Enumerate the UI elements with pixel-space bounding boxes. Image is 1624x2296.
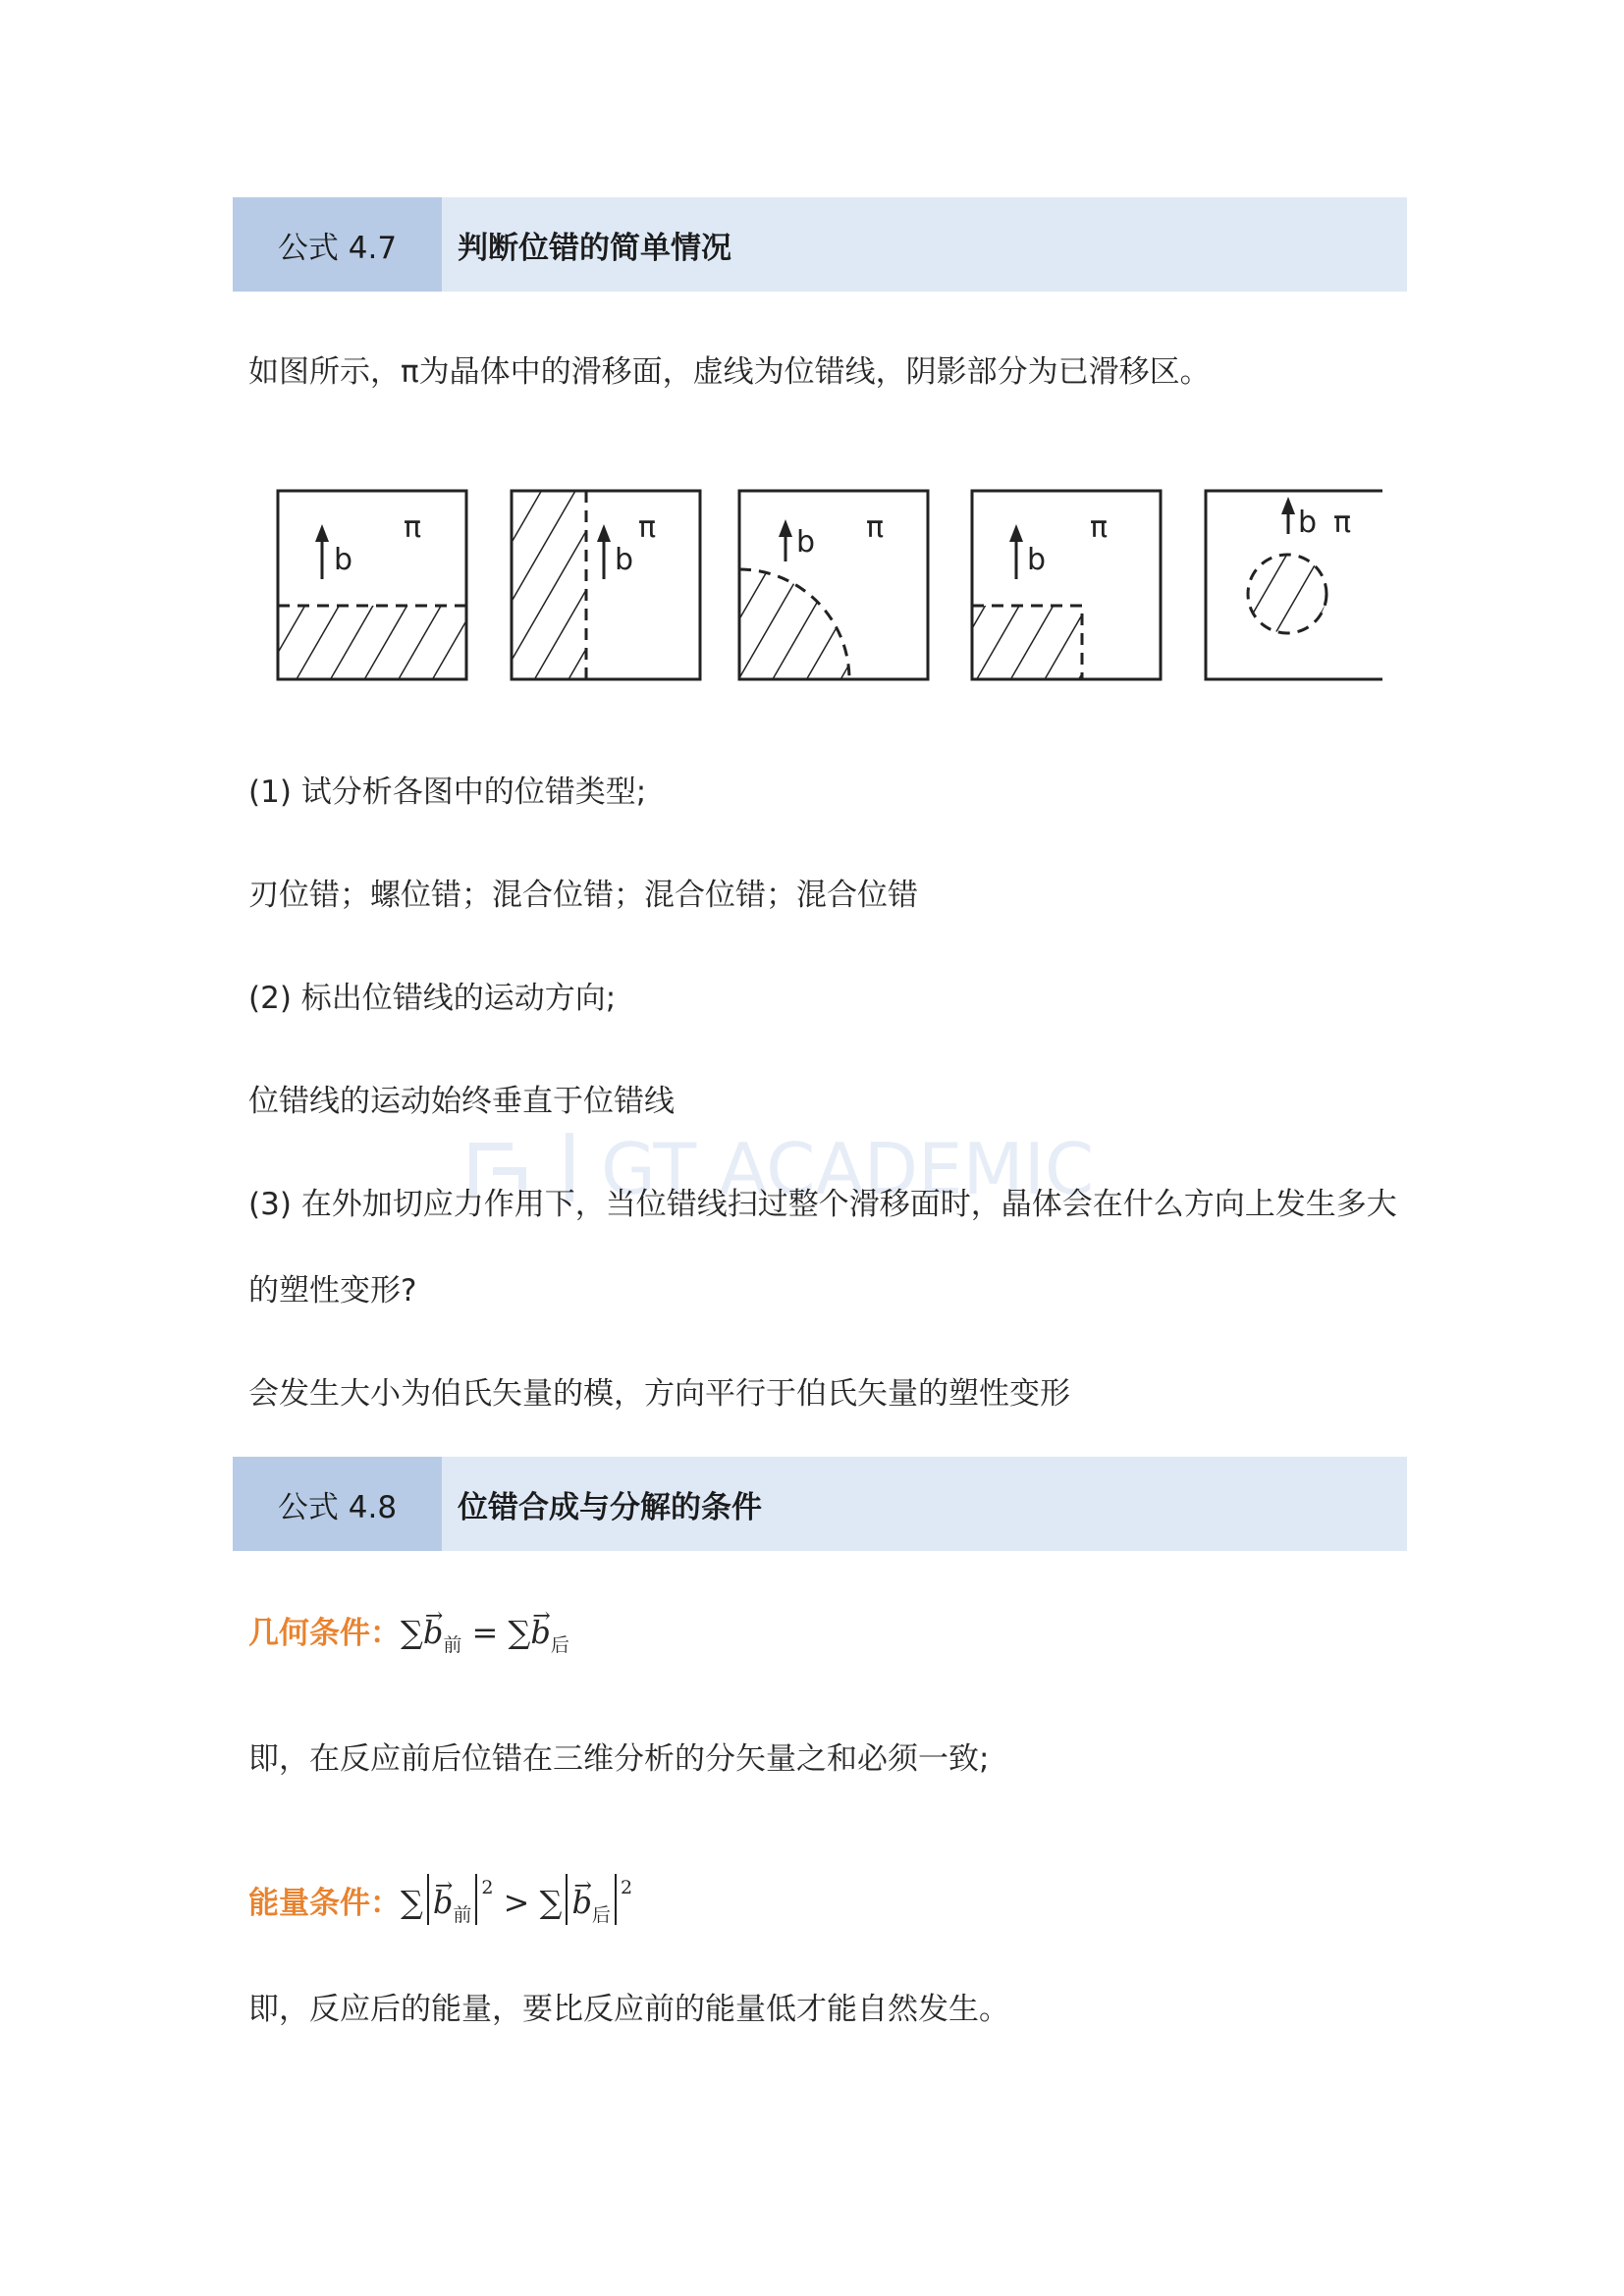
panel-4-b-label: b [1027, 543, 1047, 577]
question-1: (1) 试分析各图中的位错类型; [248, 774, 647, 810]
panel-1-pi-label: π [404, 510, 422, 545]
panel-2-pi-label: π [638, 510, 657, 545]
section-header-4-7 [233, 197, 1407, 292]
energy-formula: ∑→ $b_前^2$ > ∑→ $b_后^2$ [401, 1884, 632, 1921]
panel-2 [512, 491, 700, 679]
panel-2-b-label: b [615, 543, 634, 577]
panel-1-b-label: b [334, 543, 353, 577]
panel-1 [278, 491, 466, 679]
panel-3-b-label: b [796, 525, 816, 560]
panel-5-b-label: b [1298, 506, 1318, 540]
geometric-condition-label: 几何条件： [248, 1616, 401, 1651]
question-2: (2) 标出位错线的运动方向; [248, 981, 617, 1016]
panel-5-pi-label: π [1333, 506, 1352, 540]
energy-condition [248, 1843, 1407, 1959]
section-header-4-8 [233, 1457, 1407, 1551]
geometric-condition [248, 1588, 1407, 1689]
geometric-formula: ∑→ $b_前$ = ∑→ $b_后$ [401, 1614, 569, 1651]
panel-4 [972, 491, 1161, 679]
watermark-text: GT ACADEMIC [601, 1128, 1095, 1205]
question-3: (3) 在外加切应力作用下，当位错线扫过整个滑移面时，晶体会在什么方向上发生多大的塑性变形? [248, 1187, 1397, 1308]
formula-tag: 公式 4.8 [233, 1457, 442, 1551]
section-title: 位错合成与分解的条件 [458, 1489, 762, 1525]
section-title: 判断位错的简单情况 [458, 230, 731, 266]
energy-condition-label: 能量条件： [248, 1886, 401, 1921]
formula-tag: 公式 4.7 [233, 197, 442, 292]
dislocation-figure [273, 483, 1382, 689]
panel-4-pi-label: π [1090, 510, 1109, 545]
intro-paragraph: 如图所示，π为晶体中的滑移面，虚线为位错线，阴影部分为已滑移区。 [248, 354, 1211, 390]
panel-3-pi-label: π [866, 510, 885, 545]
geometric-note: 即，在反应前后位错在三维分析的分矢量之和必须一致; [248, 1741, 990, 1777]
answer-2: 位错线的运动始终垂直于位错线 [248, 1084, 675, 1119]
energy-note: 即，反应后的能量，要比反应前的能量低才能自然发生。 [248, 1992, 1009, 2027]
answer-3: 会发生大小为伯氏矢量的模，方向平行于伯氏矢量的塑性变形 [248, 1376, 1070, 1412]
panel-5 [1206, 491, 1382, 679]
answer-1: 刃位错；螺位错；混合位错；混合位错；混合位错 [248, 878, 918, 913]
